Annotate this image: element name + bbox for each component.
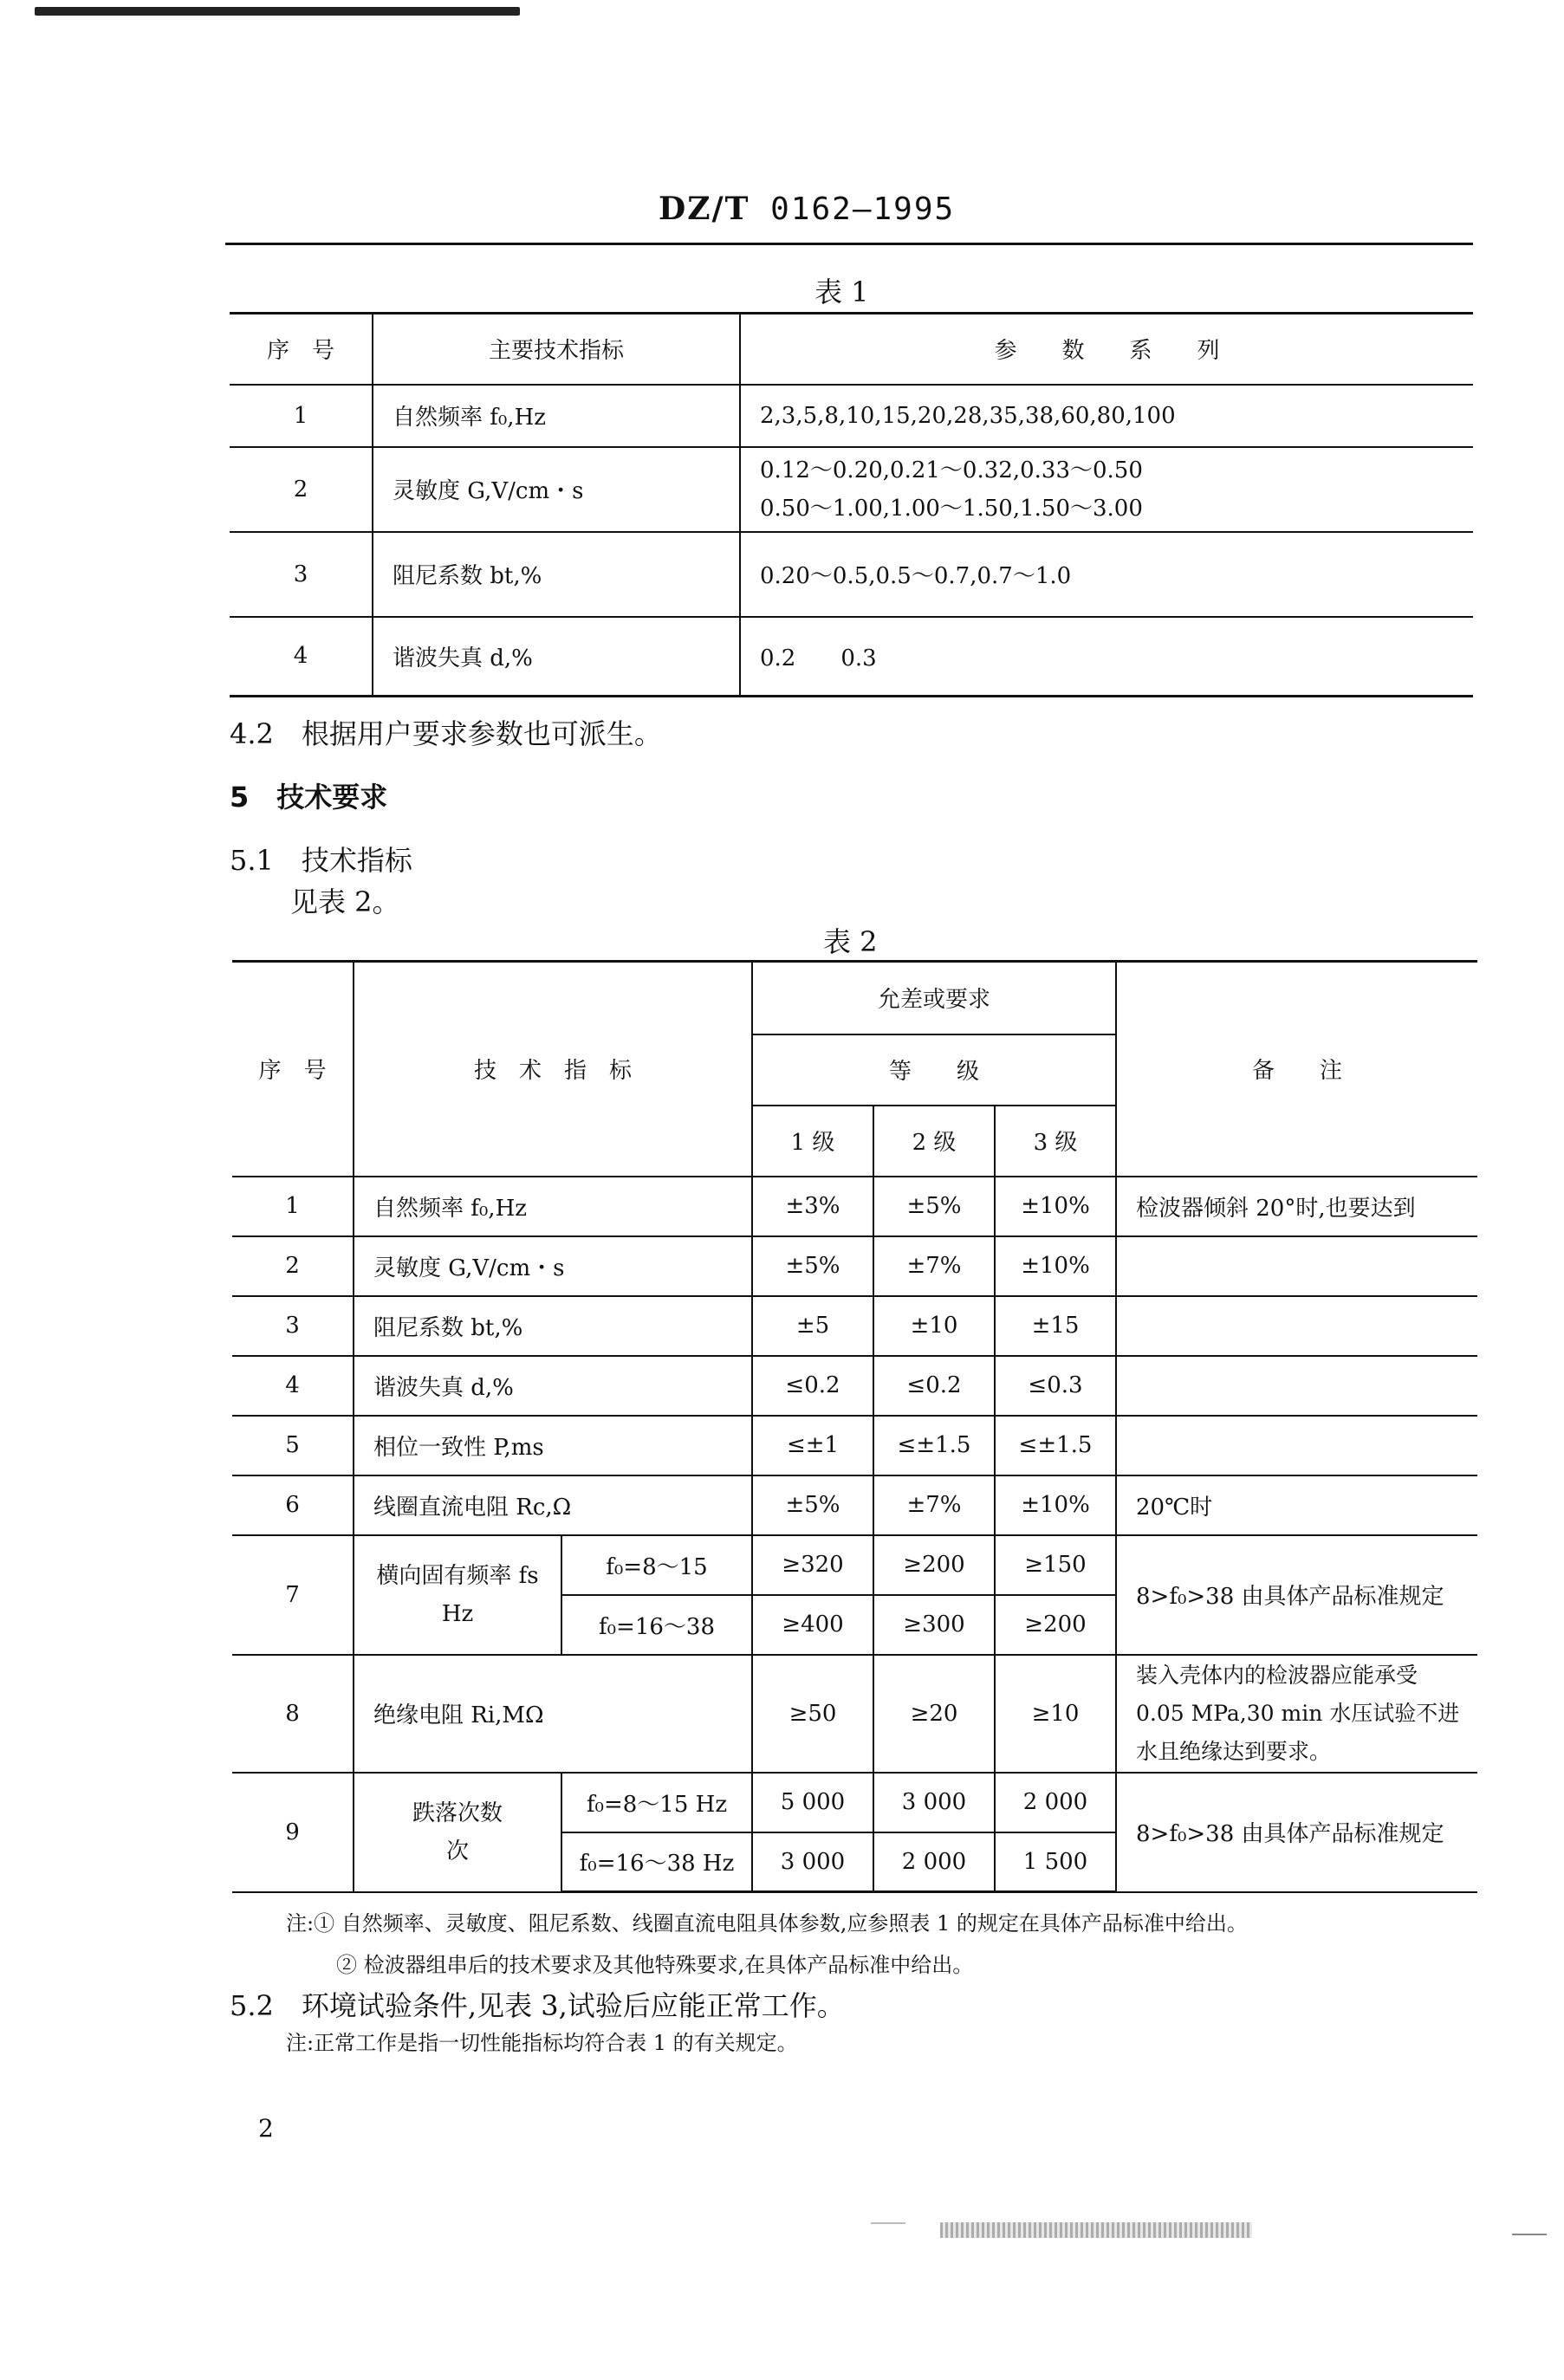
row-item: 谐波失真 d,% [354,1356,752,1416]
row-item [354,1535,561,1655]
remark-line: 装入壳体内的检波器应能承受 [1136,1662,1418,1688]
table2-caption: 表 2 [823,925,878,958]
grade2-value: ±7% [873,1475,995,1535]
row-remark [1116,1655,1477,1773]
row-subcondition: f₀=8～15 Hz [561,1773,752,1832]
grade2-value: ±10 [873,1296,995,1356]
row-no: 8 [232,1655,354,1773]
row-item: 自然频率 f₀,Hz [354,1177,752,1236]
table1-header-no: 序 号 [230,314,373,385]
grade1-value: 5 000 [752,1773,873,1832]
grade2-value: ±7% [873,1236,995,1296]
row-item: 相位一致性 P,ms [354,1416,752,1475]
grade1-value: ≥50 [752,1655,873,1773]
standard-number: 0162—1995 [770,191,956,227]
grade1-value: 3 000 [752,1832,873,1892]
remark-line: 水且绝缘达到要求。 [1136,1738,1332,1764]
grade3-value: ±10% [995,1177,1116,1236]
table-row [232,1655,1477,1773]
table2-note-1: 注:① 自然频率、灵敏度、阻尼系数、线圈直流电阻具体参数,应参照表 1 的规定在具体产品标准中给出。 [286,1911,1248,1936]
table-row [232,1773,1477,1832]
table-row [232,1535,1477,1595]
table1-header-item: 主要技术指标 [373,314,740,385]
grade2-value: ≤±1.5 [873,1416,995,1475]
grade3-value: ≤0.3 [995,1356,1116,1416]
row-no: 4 [232,1356,354,1416]
row-remark: 20℃时 [1116,1475,1477,1535]
remark-line: 0.05 MPa,30 min 水压试验不进 [1136,1700,1460,1726]
scan-noise [940,2222,1252,2238]
page-number: 2 [258,2114,274,2143]
section-5-heading: 5 技术要求 [230,781,388,814]
row-item: 线圈直流电阻 Rc,Ω [354,1475,752,1535]
grade3-value: ≥150 [995,1535,1116,1595]
grade2-value: ≥20 [873,1655,995,1773]
row-params [740,447,1473,532]
grade1-value: ±3% [752,1177,873,1236]
header-rule [225,243,1473,245]
row-remark: 8>f₀>38 由具体产品标准规定 [1116,1535,1477,1655]
row-no: 1 [232,1177,354,1236]
table2-header-tolerance: 允差或要求 [752,962,1116,1034]
table-row [232,1296,1477,1356]
grade-1: 1 级 [752,1106,873,1177]
grade2-value: 3 000 [873,1773,995,1832]
row-item: 灵敏度 G,V/cm・s [373,447,740,532]
row-no: 7 [232,1535,354,1655]
row-item [354,1773,561,1892]
item-line: 横向固有频率 fs [376,1562,539,1589]
row-item: 阻尼系数 bt,% [354,1296,752,1356]
section-5-1-heading: 5.1 技术指标 [230,844,412,877]
row-params: 2,3,5,8,10,15,20,28,35,38,60,80,100 [740,385,1473,447]
scan-edge-mark [35,7,520,16]
table-row [232,1475,1477,1535]
row-item: 自然频率 f₀,Hz [373,385,740,447]
scan-noise [1512,2234,1547,2235]
item-line: Hz [441,1600,474,1627]
row-no: 4 [230,617,373,697]
row-remark: 检波器倾斜 20°时,也要达到 [1116,1177,1477,1236]
params-line: 0.12～0.20,0.21～0.32,0.33～0.50 [760,457,1143,483]
grade3-value: 2 000 [995,1773,1116,1832]
grade-2: 2 级 [873,1106,995,1177]
grade3-value: ±10% [995,1236,1116,1296]
grade3-value: ≥200 [995,1595,1116,1655]
params-line: 0.50～1.00,1.00～1.50,1.50～3.00 [760,495,1143,522]
table1-header-params: 参 数 系 列 [740,314,1473,385]
document-header [659,191,955,227]
grade1-value: ±5% [752,1236,873,1296]
grade2-value: ≥200 [873,1535,995,1595]
row-remark [1116,1416,1477,1475]
section-5-2: 5.2 环境试验条件,见表 3,试验后应能正常工作。 [230,1989,845,2022]
table1-caption: 表 1 [814,276,869,308]
table1 [230,312,1473,697]
item-line: 跌落次数 [412,1800,503,1826]
row-no: 6 [232,1475,354,1535]
grade1-value: ≤±1 [752,1416,873,1475]
grade3-value: ±15 [995,1296,1116,1356]
row-item: 绝缘电阻 Ri,MΩ [354,1655,752,1773]
row-remark [1116,1296,1477,1356]
row-no: 3 [230,532,373,617]
row-subcondition: f₀=8～15 [561,1535,752,1595]
grade-3: 3 级 [995,1106,1116,1177]
row-item: 阻尼系数 bt,% [373,532,740,617]
table-row [230,385,1473,447]
grade2-value: 2 000 [873,1832,995,1892]
row-no: 1 [230,385,373,447]
grade1-value: ≤0.2 [752,1356,873,1416]
row-no: 9 [232,1773,354,1892]
scan-noise [871,2222,905,2224]
grade1-value: ±5% [752,1475,873,1535]
section-4-2: 4.2 根据用户要求参数也可派生。 [230,717,662,750]
grade1-value: ±5 [752,1296,873,1356]
grade3-value: 1 500 [995,1832,1116,1892]
row-no: 3 [232,1296,354,1356]
row-params: 0.2 0.3 [740,617,1473,697]
table2-header-item: 技 术 指 标 [354,962,752,1177]
row-item: 灵敏度 G,V/cm・s [354,1236,752,1296]
table2-header-row [232,962,1477,1034]
table2-header-remark: 备 注 [1116,962,1477,1177]
table2-note-2: ② 检波器组串后的技术要求及其他特殊要求,在具体产品标准中给出。 [336,1953,974,1977]
row-remark [1116,1356,1477,1416]
table1-header-row [230,314,1473,385]
item-line: 次 [445,1838,469,1864]
table-row [230,617,1473,697]
row-no: 2 [232,1236,354,1296]
section-5-2-note: 注:正常工作是指一切性能指标均符合表 1 的有关规定。 [286,2031,798,2055]
row-subcondition: f₀=16～38 Hz [561,1832,752,1892]
row-no: 5 [232,1416,354,1475]
grade1-value: ≥320 [752,1535,873,1595]
table2 [232,960,1477,1893]
table-row [232,1356,1477,1416]
table-row [232,1236,1477,1296]
row-item: 谐波失真 d,% [373,617,740,697]
table-row [232,1177,1477,1236]
grade1-value: ≥400 [752,1595,873,1655]
row-remark [1116,1236,1477,1296]
grade3-value: ≤±1.5 [995,1416,1116,1475]
table-row [230,532,1473,617]
row-no: 2 [230,447,373,532]
row-params: 0.20～0.5,0.5～0.7,0.7～1.0 [740,532,1473,617]
table2-header-no: 序 号 [232,962,354,1177]
grade3-value: ≥10 [995,1655,1116,1773]
table-row [232,1416,1477,1475]
grade3-value: ±10% [995,1475,1116,1535]
see-table2-text: 见表 2。 [290,885,400,918]
grade2-value: ±5% [873,1177,995,1236]
row-remark: 8>f₀>38 由具体产品标准规定 [1116,1773,1477,1892]
row-subcondition: f₀=16～38 [561,1595,752,1655]
standard-prefix: DZ/T [659,191,750,227]
table2-header-grade: 等 级 [752,1034,1116,1106]
table-row [230,447,1473,532]
grade2-value: ≤0.2 [873,1356,995,1416]
grade2-value: ≥300 [873,1595,995,1655]
